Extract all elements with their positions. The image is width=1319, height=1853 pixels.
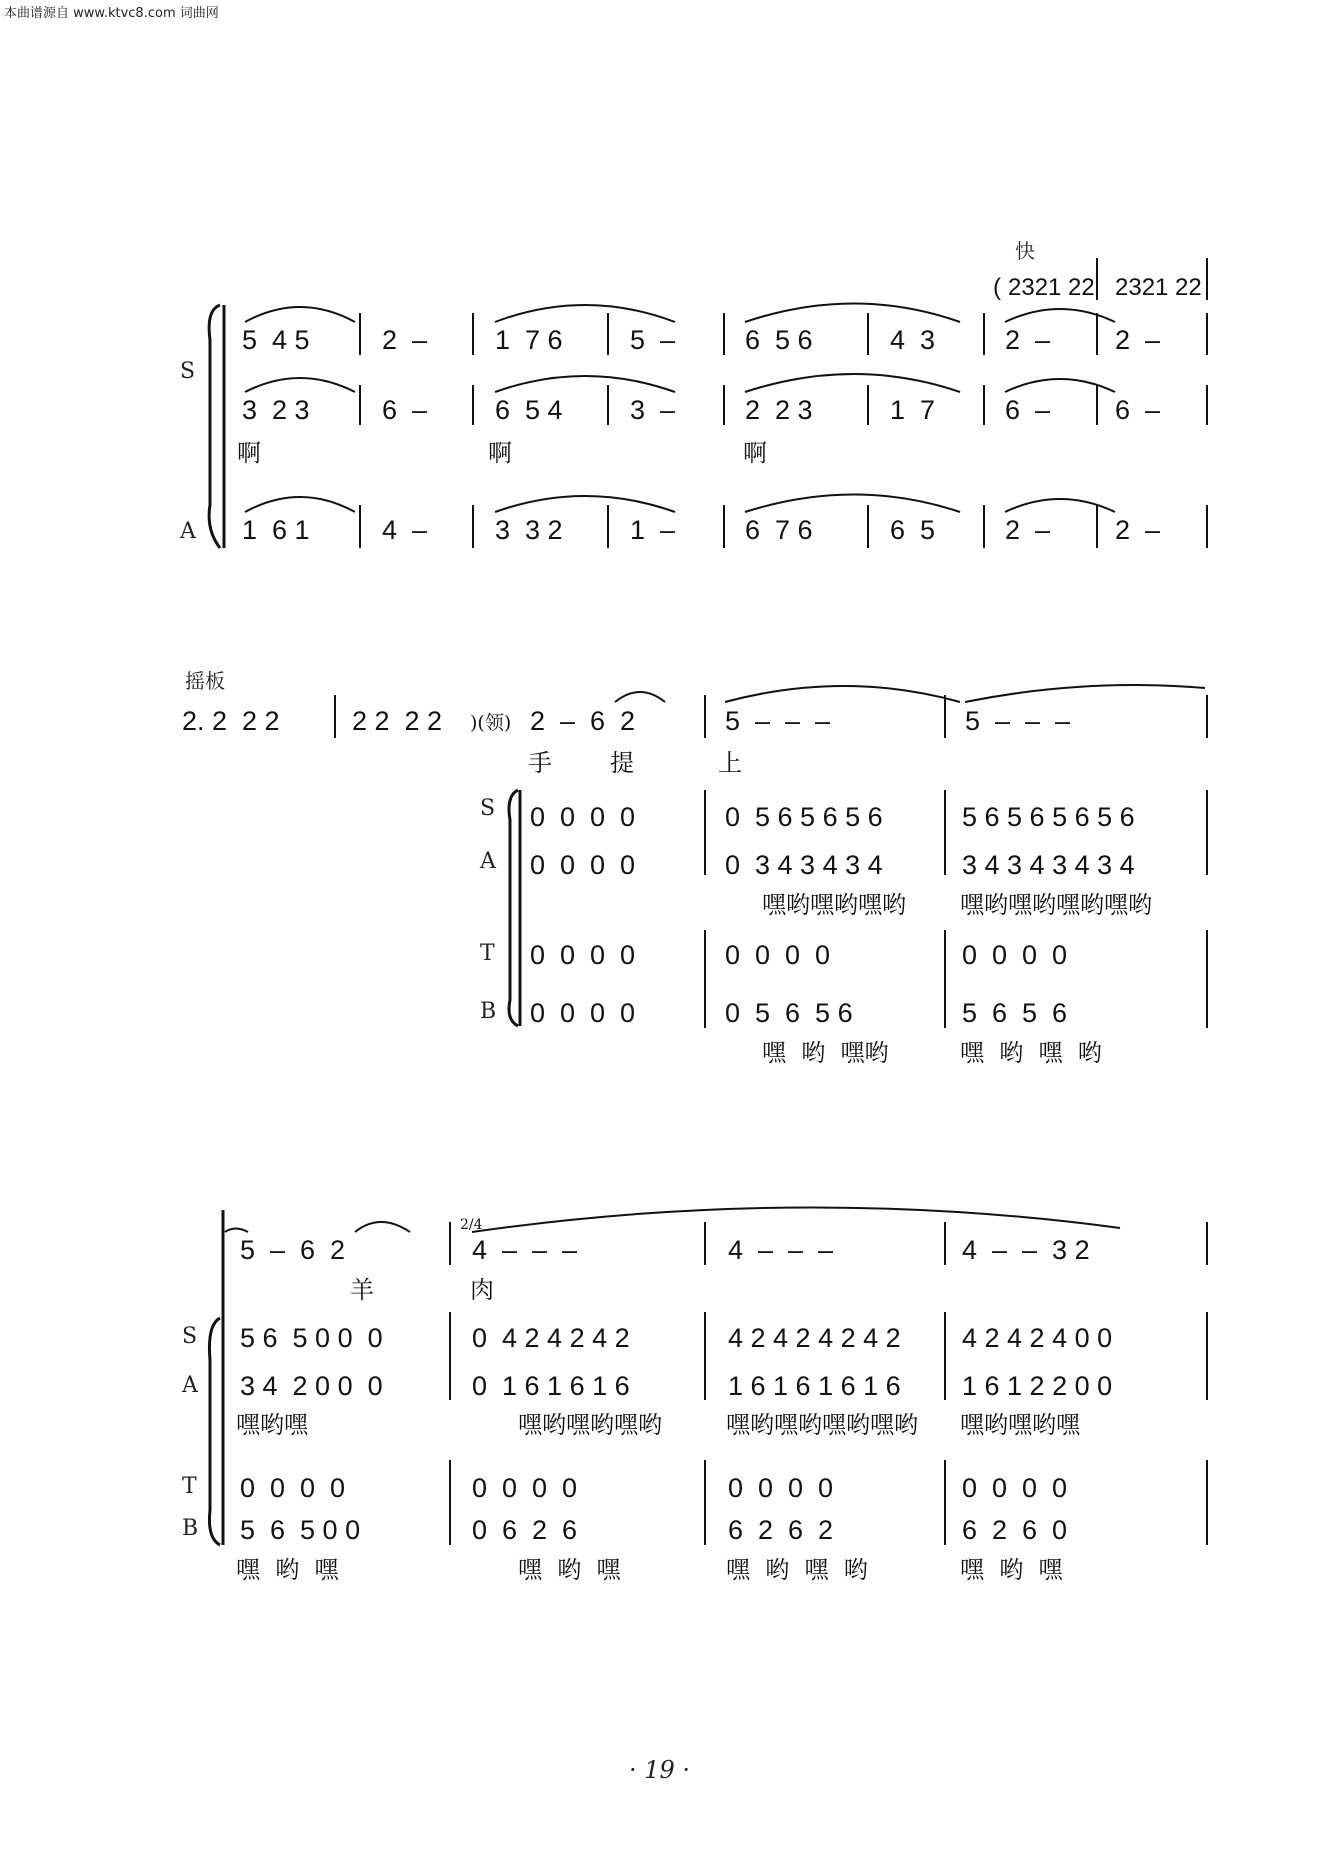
lyric: 嘿哟嘿哟嘿 — [960, 1411, 1080, 1439]
measure: 0 4 2 4 2 4 2 — [472, 1323, 630, 1353]
lyric: 嘿哟嘿哟嘿哟嘿哟 — [726, 1411, 918, 1439]
part-label-b: B — [480, 999, 497, 1024]
measure: 0 5 6 5 6 5 6 — [725, 802, 883, 832]
time-signature: 2/4 — [460, 1217, 483, 1233]
intro-note: 2321 22 — [1115, 274, 1202, 301]
part-label-s: S — [182, 1324, 198, 1349]
measure: 1 6 1 2 2 0 0 — [962, 1371, 1113, 1401]
lyric: 嘿哟嘿哟嘿哟 — [518, 1411, 662, 1439]
measure: 0 0 0 0 — [962, 940, 1068, 970]
measure: 4 2 4 2 4 0 0 — [962, 1323, 1113, 1353]
measure: 0 6 2 6 — [472, 1515, 578, 1545]
measure: 2 – — [382, 325, 428, 355]
part-label-s: S — [480, 796, 496, 821]
measure: 0 0 0 0 — [530, 850, 636, 880]
measure: 5 6 5 6 5 6 5 6 — [962, 802, 1135, 832]
measure: 6 – — [1005, 395, 1051, 425]
measure: 4 2 4 2 4 2 4 2 — [728, 1323, 901, 1353]
part-label-b: B — [182, 1516, 199, 1541]
measure: 0 0 0 0 — [962, 1473, 1068, 1503]
lead-measure: 5 – 6 2 — [240, 1235, 346, 1265]
measure: 3 – — [630, 395, 676, 425]
tempo-marking: 摇板 — [185, 669, 225, 693]
lyric: 嘿 哟 嘿 — [236, 1556, 339, 1584]
lead-measure: 2 – 6 2 — [530, 706, 636, 736]
measure: 6 5 — [890, 515, 936, 545]
measure: 0 0 0 0 — [240, 1473, 346, 1503]
lead-measure: 4 – – – — [728, 1235, 834, 1265]
measure: 0 0 0 0 — [728, 1473, 834, 1503]
measure: 2 – — [1115, 515, 1161, 545]
system-brace — [209, 1318, 220, 1545]
lyric: 嘿哟嘿哟嘿哟 — [762, 891, 906, 919]
measure: 1 7 — [890, 395, 936, 425]
lyric: 上 — [718, 749, 742, 777]
lyric: 嘿哟嘿 — [236, 1411, 308, 1439]
lyric: 啊 — [237, 439, 261, 467]
intro-paren: ( — [993, 274, 1001, 301]
part-label-a: A — [182, 1373, 198, 1398]
tempo-marking: 快 — [1015, 239, 1035, 263]
intro-measure: 2. 2 2 2 — [182, 706, 280, 736]
measure: 2 2 3 — [745, 395, 813, 425]
measure: 4 3 — [890, 325, 936, 355]
measure: 6 5 4 — [495, 395, 563, 425]
lyric: 啊 — [743, 439, 767, 467]
lead-measure: 5 – – – — [965, 706, 1071, 736]
measure: 2 – — [1115, 325, 1161, 355]
barlines — [360, 258, 1207, 548]
measure: 0 0 0 0 — [530, 802, 636, 832]
measure: 6 7 6 — [745, 515, 813, 545]
measure: 0 3 4 3 4 3 4 — [725, 850, 883, 880]
lyric: 手 — [528, 749, 552, 777]
slurs — [615, 685, 1205, 702]
lyric: 嘿 哟 嘿 — [518, 1556, 621, 1584]
measure: 5 6 5 0 0 — [240, 1515, 361, 1545]
measure: 0 0 0 0 — [530, 998, 636, 1028]
lead-measure: 4 – – – — [472, 1235, 578, 1265]
barlines — [335, 695, 1207, 1028]
lyric: 羊 — [350, 1276, 374, 1304]
measure: 0 0 0 0 — [725, 940, 831, 970]
measure: 1 6 1 6 1 6 1 6 — [728, 1371, 901, 1401]
measure: 3 4 2 0 0 0 — [240, 1371, 383, 1401]
part-label-a: A — [180, 519, 196, 544]
measure: 0 1 6 1 6 1 6 — [472, 1371, 630, 1401]
lyric: 嘿 哟 嘿哟 — [762, 1039, 889, 1067]
measure: 6 2 6 2 — [728, 1515, 834, 1545]
part-label-a: A — [480, 849, 496, 874]
lead-marker: )(领) — [470, 712, 512, 734]
measure: 0 5 6 5 6 — [725, 998, 853, 1028]
measure: 3 4 3 4 3 4 3 4 — [962, 850, 1135, 880]
measure: 0 0 0 0 — [472, 1473, 578, 1503]
lyric: 嘿 哟 嘿 哟 — [960, 1039, 1102, 1067]
slurs — [225, 1207, 1120, 1232]
measure: 6 5 6 — [745, 325, 813, 355]
measure: 2 – — [1005, 325, 1051, 355]
measure: 4 – — [382, 515, 428, 545]
measure: 0 0 0 0 — [530, 940, 636, 970]
part-label-t: T — [480, 941, 495, 966]
measure: 3 2 3 — [242, 395, 310, 425]
part-label-t: T — [182, 1474, 197, 1499]
lyric: 肉 — [470, 1276, 494, 1304]
lyric: 嘿 哟 嘿 — [960, 1556, 1063, 1584]
lyric: 啊 — [488, 439, 512, 467]
intro-measure: 2 2 2 2 — [352, 706, 443, 736]
watermark: 本曲谱源自 www.ktvc8.com 词曲网 — [4, 6, 219, 21]
measure: 6 2 6 0 — [962, 1515, 1068, 1545]
lead-measure: 4 – – 3 2 — [962, 1235, 1090, 1265]
measure: 5 6 5 0 0 0 — [240, 1323, 383, 1353]
measure: 6 – — [1115, 395, 1161, 425]
measure: 6 – — [382, 395, 428, 425]
system-brace — [509, 790, 518, 1026]
measure: 5 – — [630, 325, 676, 355]
lead-measure: 5 – – – — [725, 706, 831, 736]
part-label-s: S — [180, 359, 196, 384]
lyric: 嘿 哟 嘿 哟 — [726, 1556, 868, 1584]
measure: 3 3 2 — [495, 515, 563, 545]
page-number: · 19 · — [628, 1756, 691, 1784]
intro-note: 2321 22 — [1008, 274, 1095, 301]
lyric: 嘿哟嘿哟嘿哟嘿哟 — [960, 891, 1152, 919]
system-brace — [209, 305, 220, 548]
measure: 5 6 5 6 — [962, 998, 1068, 1028]
measure: 1 – — [630, 515, 676, 545]
barlines — [450, 1222, 1207, 1545]
measure: 5 4 5 — [242, 325, 310, 355]
lyric: 提 — [610, 749, 634, 777]
measure: 1 6 1 — [242, 515, 310, 545]
measure: 2 – — [1005, 515, 1051, 545]
measure: 1 7 6 — [495, 325, 563, 355]
